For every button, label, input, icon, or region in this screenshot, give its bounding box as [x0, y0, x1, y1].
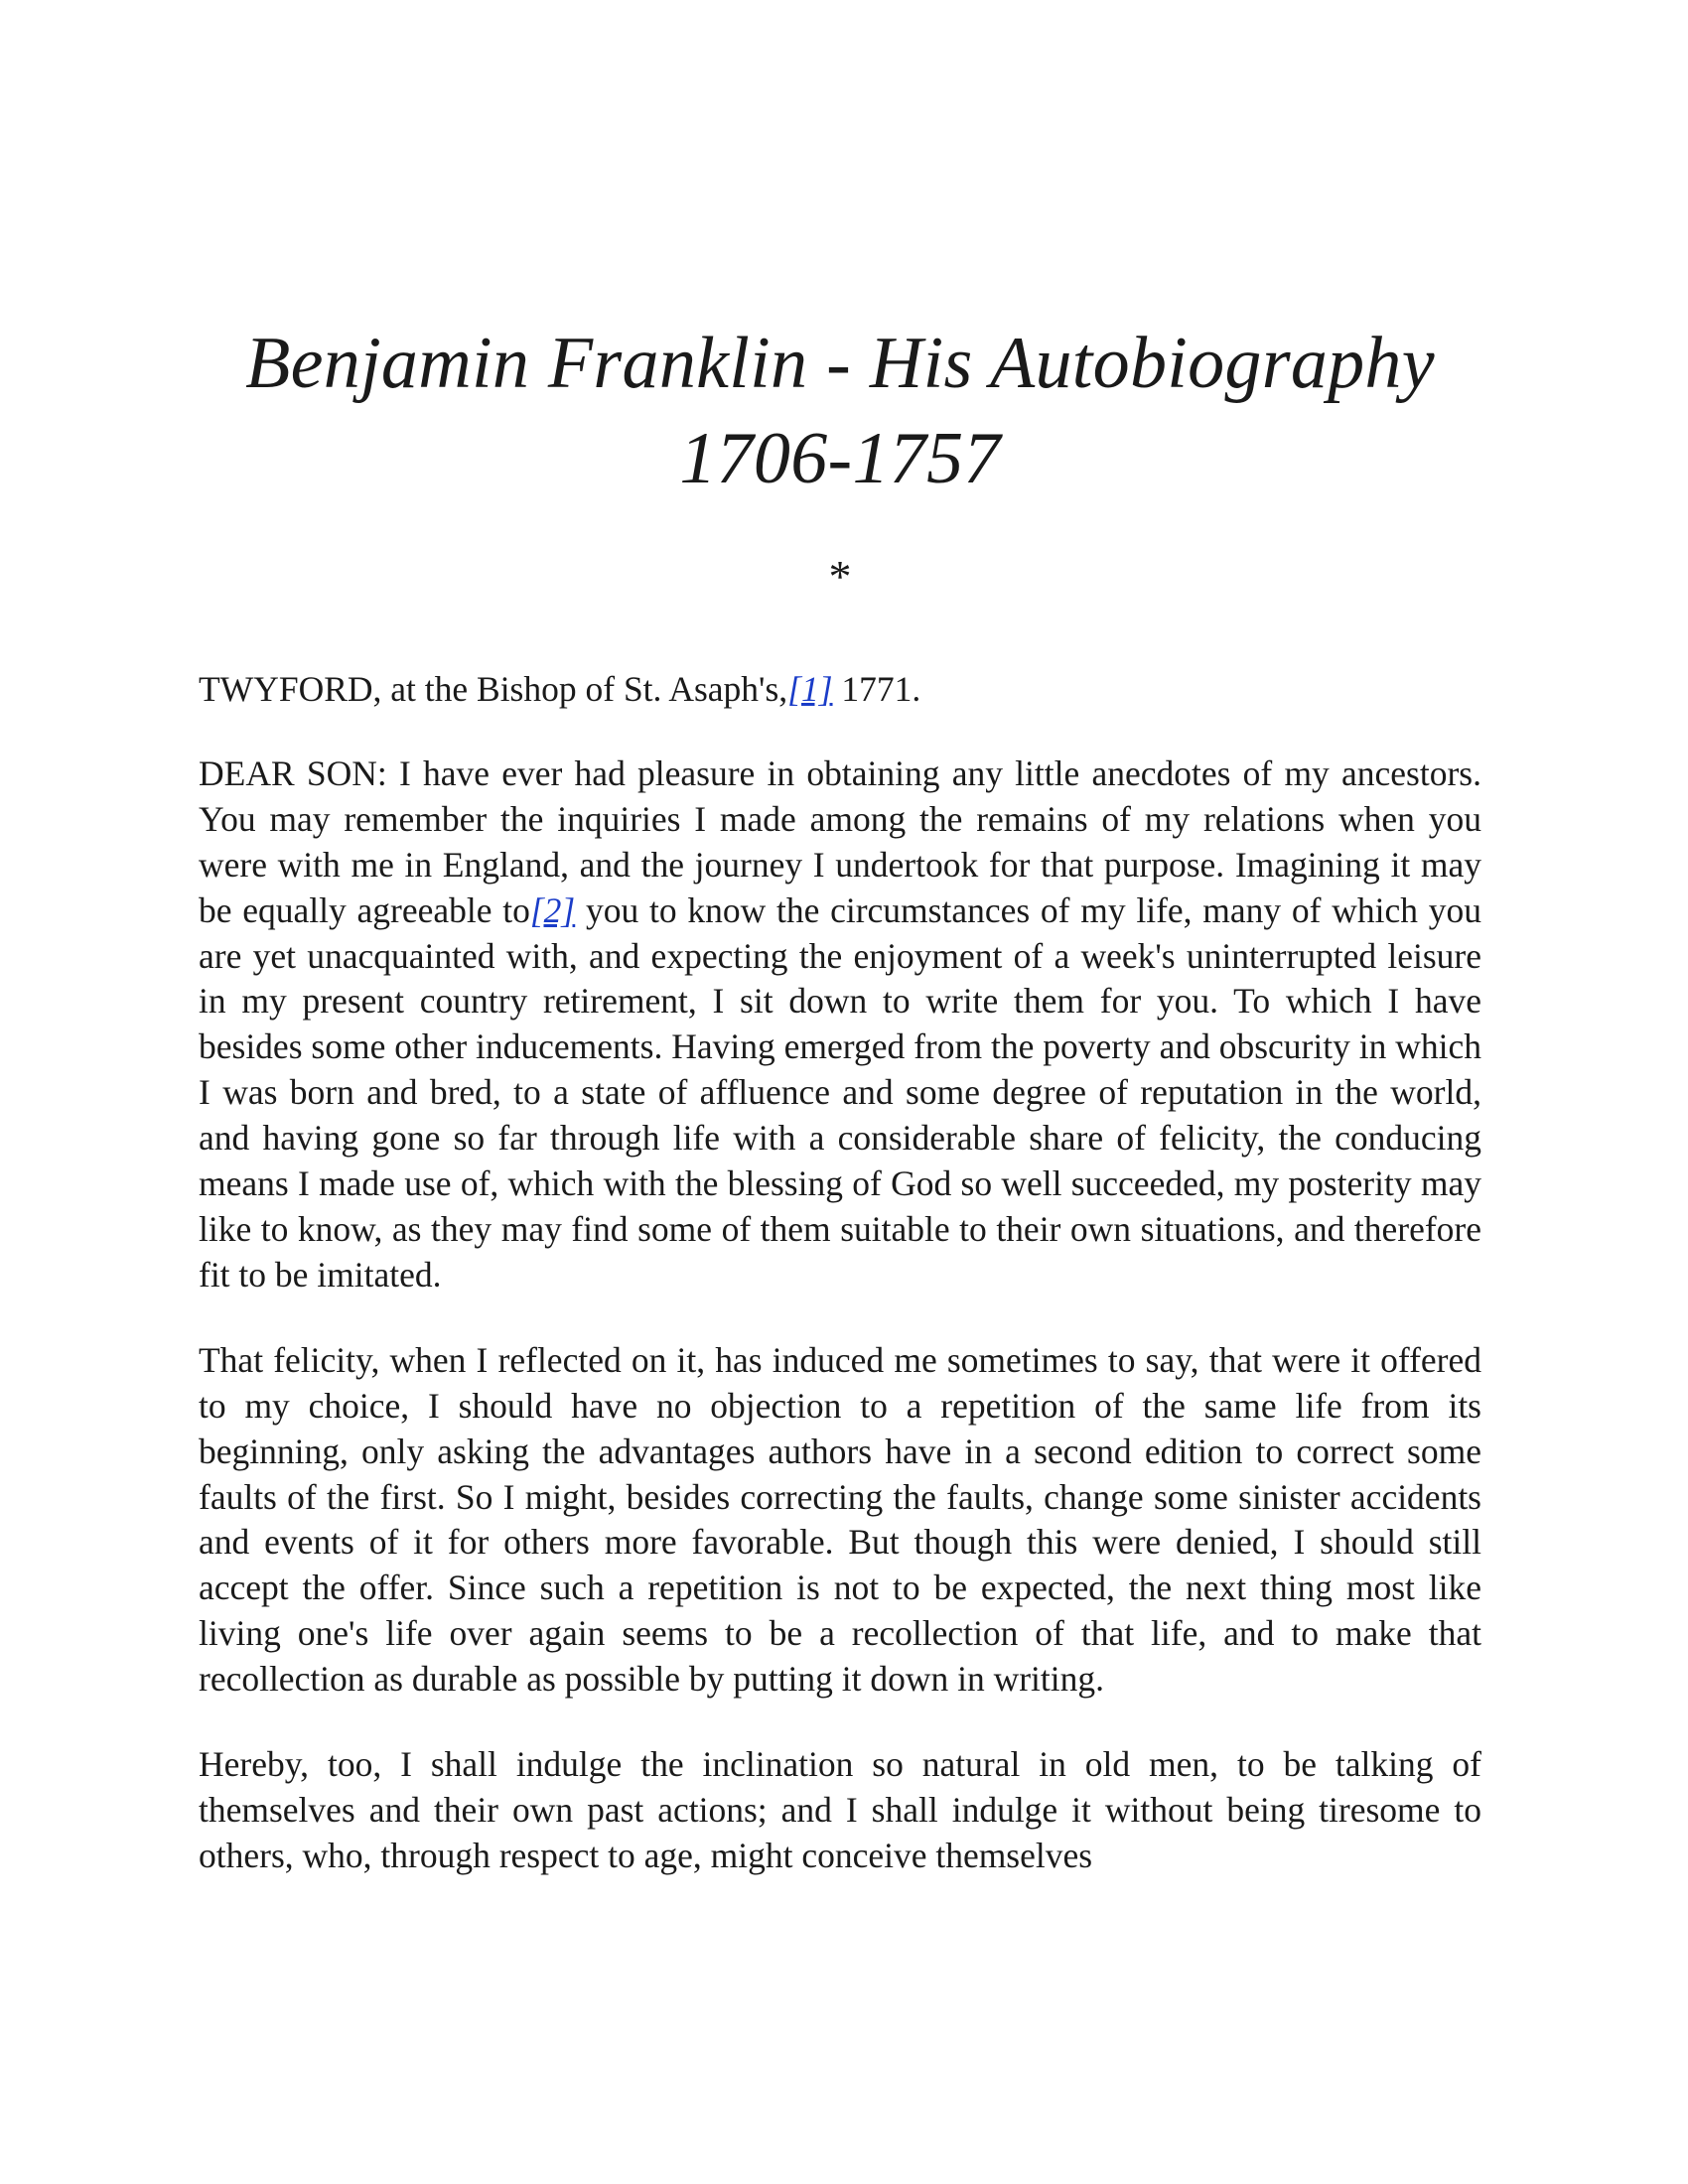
title-line-1: Benjamin Franklin - His Autobiography — [245, 323, 1435, 404]
title-line-2: 1706-1757 — [679, 418, 1001, 499]
paragraph-3: Hereby, too, I shall indulge the inclination so natural in old men, to be talking of themselves and their own past actions; and I shall indulge it without being tiresome to others, who, through respect to age, might conceive themselves — [199, 1744, 1481, 1875]
page-title — [199, 316, 1481, 506]
paragraph-2: That felicity, when I reflected on it, has induced me sometimes to say, that were it offered to my choice, I should have no objection to a repetition of the same life from its beginning, only asking the advantages authors have in a second edition to correct some faults of the first. So I might, besides correcting the faults, change some sinister accidents and events of it for others more favorable. But though this were denied, I should still accept the offer. Since such a repetition is not to be expected, the next thing most like living one's life over again seems to be a recollection of that life, and to make that recollection as durable as possible by putting it down in writing. — [199, 1339, 1481, 1700]
paragraph-1-text-a: DEAR SON: I have ever had pleasure in obtaining any little anecdotes of my ancestors. You may remember the inquiries I made among the remains of my relations when you were with me in England, and the journey I undertook for that purpose. Imagining it may be equally agreeable to — [199, 752, 1481, 930]
footnote-link-2[interactable]: [2] — [529, 889, 576, 930]
document-body — [199, 667, 1481, 1919]
paragraph-1-text-b: you to know the circumstances of my life, many of which you are yet unacquainted with, and expecting the enjoyment of a week's uninterrupted leisure in my present country retirement, I sit down to write them for you. To which I have besides some other inducements. Having emerged from the poverty and obscurity in which I was born and bred, to a state of affluence and some degree of reputation in the world, and having gone so far through life with a considerable share of felicity, the conducing means I made use of, which with the blessing of God so well succeeded, my posterity may like to know, as they may find some of them suitable to their own situations, and therefore fit to be imitated. — [199, 889, 1482, 1295]
section-separator: * — [828, 551, 852, 602]
dateline-year: 1771. — [832, 669, 921, 709]
document-page — [199, 0, 1481, 2184]
dateline-paragraph — [199, 667, 1481, 713]
paragraph-1 — [199, 751, 1481, 1298]
footnote-link-1[interactable]: [1] — [787, 669, 833, 709]
dateline-text: TWYFORD, at the Bishop of St. Asaph's, — [199, 669, 788, 709]
